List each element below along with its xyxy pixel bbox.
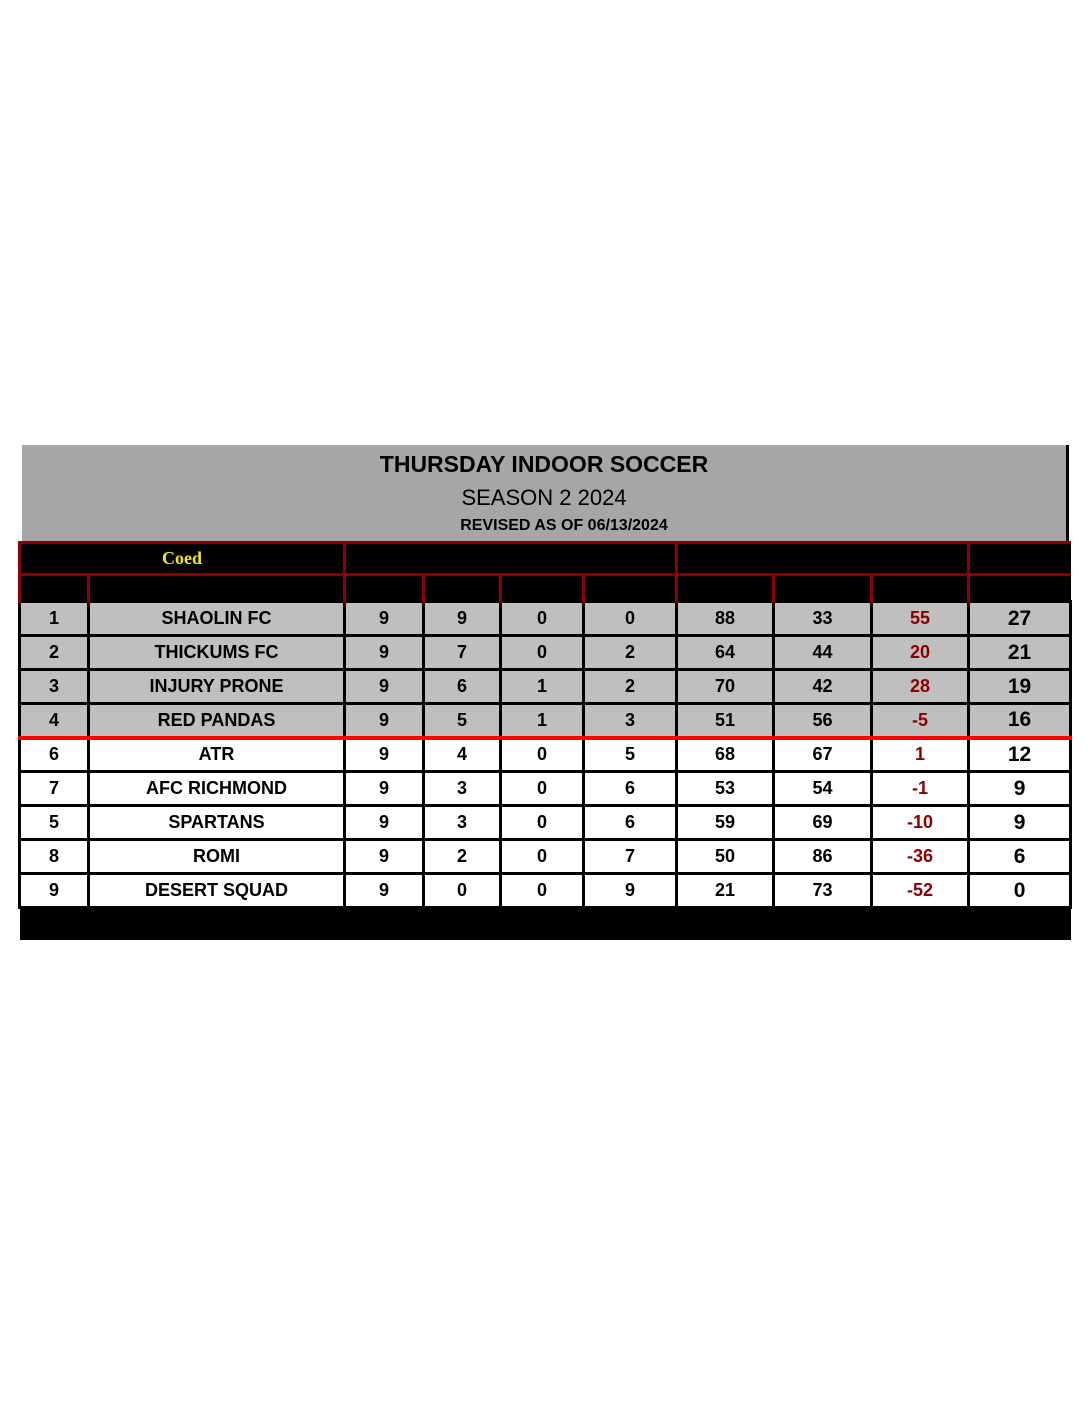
ties-cell: 0	[501, 602, 584, 636]
column-header: GAMES	[345, 575, 424, 602]
games-cell: 9	[345, 840, 424, 874]
points-cell: 21	[969, 636, 1071, 670]
standings-table	[18, 541, 1072, 940]
wins-cell: 5	[424, 704, 501, 738]
wins-cell: 9	[424, 602, 501, 636]
losses-cell: 0	[584, 602, 677, 636]
goals-against-cell: 33	[774, 602, 872, 636]
division-label: Coed	[20, 543, 345, 575]
goals-against-cell: 54	[774, 772, 872, 806]
goals-against-cell: 56	[774, 704, 872, 738]
ties-cell: 0	[501, 636, 584, 670]
goal-diff-cell: -1	[872, 772, 969, 806]
goal-diff-cell: 1	[872, 738, 969, 772]
total-group: TOTAL	[969, 543, 1071, 575]
group-header-row	[20, 543, 1071, 575]
points-cell: 16	[969, 704, 1071, 738]
goals-for-cell: 70	[677, 670, 774, 704]
season-label: SEASON 2 2024	[461, 485, 627, 510]
ties-cell: 0	[501, 840, 584, 874]
team-name-cell: ATR	[89, 738, 345, 772]
title-block	[22, 445, 1069, 541]
goals-for-cell: 51	[677, 704, 774, 738]
wins-cell: 2	[424, 840, 501, 874]
games-cell: 9	[345, 602, 424, 636]
column-header: DIFF.	[872, 575, 969, 602]
goals-against-cell: 73	[774, 874, 872, 908]
wins-cell: 0	[424, 874, 501, 908]
losses-cell: 2	[584, 670, 677, 704]
column-header: POS.	[20, 575, 89, 602]
team-name-cell: RED PANDAS	[89, 704, 345, 738]
pos-cell: 6	[20, 738, 89, 772]
table-row	[20, 602, 1071, 636]
table-row	[20, 636, 1071, 670]
goals-for-cell: 68	[677, 738, 774, 772]
goals-for-cell: 88	[677, 602, 774, 636]
goals-against-cell: 44	[774, 636, 872, 670]
column-header-row	[20, 575, 1071, 602]
pos-cell: 8	[20, 840, 89, 874]
pos-cell: 3	[20, 670, 89, 704]
ties-cell: 0	[501, 806, 584, 840]
pos-cell: 9	[20, 874, 89, 908]
standings-sheet	[18, 445, 1069, 940]
team-name-cell: SHAOLIN FC	[89, 602, 345, 636]
table-row	[20, 670, 1071, 704]
points-cell: 9	[969, 806, 1071, 840]
playoff-note: ***HIGHLIGHTED TEAMS REFLECT PLAYOFF SPOTS***	[20, 908, 1071, 940]
column-header: POINTS	[969, 575, 1071, 602]
goal-diff-cell: -10	[872, 806, 969, 840]
table-row	[20, 738, 1071, 772]
column-header: AGAINST	[774, 575, 872, 602]
pos-cell: 1	[20, 602, 89, 636]
team-name-cell: THICKUMS FC	[89, 636, 345, 670]
goals-against-cell: 67	[774, 738, 872, 772]
ties-cell: 1	[501, 670, 584, 704]
wins-cell: 3	[424, 806, 501, 840]
ties-cell: 0	[501, 874, 584, 908]
goal-diff-cell: -36	[872, 840, 969, 874]
goals-for-cell: 53	[677, 772, 774, 806]
wins-cell: 4	[424, 738, 501, 772]
team-name-cell: INJURY PRONE	[89, 670, 345, 704]
games-cell: 9	[345, 636, 424, 670]
losses-cell: 2	[584, 636, 677, 670]
losses-cell: 3	[584, 704, 677, 738]
games-cell: 9	[345, 874, 424, 908]
games-cell: 9	[345, 738, 424, 772]
losses-cell: 7	[584, 840, 677, 874]
team-name-cell: AFC RICHMOND	[89, 772, 345, 806]
pos-cell: 5	[20, 806, 89, 840]
losses-cell: 6	[584, 806, 677, 840]
pos-cell: 7	[20, 772, 89, 806]
goals-against-cell: 86	[774, 840, 872, 874]
goals-for-cell: 50	[677, 840, 774, 874]
losses-cell: 9	[584, 874, 677, 908]
games-cell: 9	[345, 772, 424, 806]
games-cell: 9	[345, 670, 424, 704]
league-title: THURSDAY INDOOR SOCCER	[379, 451, 709, 477]
losses-cell: 5	[584, 738, 677, 772]
table-row	[20, 840, 1071, 874]
team-name-cell: ROMI	[89, 840, 345, 874]
team-name-cell: DESERT SQUAD	[89, 874, 345, 908]
table-row	[20, 704, 1071, 738]
table-row	[20, 772, 1071, 806]
goals-for-cell: 64	[677, 636, 774, 670]
points-cell: 27	[969, 602, 1071, 636]
wins-cell: 7	[424, 636, 501, 670]
wins-cell: 3	[424, 772, 501, 806]
column-header: LOSSES	[584, 575, 677, 602]
column-header: FOR	[677, 575, 774, 602]
goal-diff-cell: -52	[872, 874, 969, 908]
column-header: TIES	[501, 575, 584, 602]
table-row	[20, 806, 1071, 840]
goals-group: GOALS	[677, 543, 969, 575]
revised-date: REVISED AS OF 06/13/2024	[460, 517, 668, 534]
wins-cell: 6	[424, 670, 501, 704]
goals-for-cell: 21	[677, 874, 774, 908]
season-record-group: SEASON RECORD	[345, 543, 677, 575]
goal-diff-cell: 28	[872, 670, 969, 704]
losses-cell: 6	[584, 772, 677, 806]
goals-against-cell: 42	[774, 670, 872, 704]
goal-diff-cell: -5	[872, 704, 969, 738]
points-cell: 12	[969, 738, 1071, 772]
goal-diff-cell: 55	[872, 602, 969, 636]
games-cell: 9	[345, 806, 424, 840]
column-header: TEAM NAME	[89, 575, 345, 602]
ties-cell: 0	[501, 738, 584, 772]
pos-cell: 2	[20, 636, 89, 670]
goals-for-cell: 59	[677, 806, 774, 840]
goal-diff-cell: 20	[872, 636, 969, 670]
pos-cell: 4	[20, 704, 89, 738]
points-cell: 19	[969, 670, 1071, 704]
points-cell: 9	[969, 772, 1071, 806]
footer-row	[20, 908, 1071, 940]
ties-cell: 1	[501, 704, 584, 738]
team-name-cell: SPARTANS	[89, 806, 345, 840]
ties-cell: 0	[501, 772, 584, 806]
games-cell: 9	[345, 704, 424, 738]
points-cell: 6	[969, 840, 1071, 874]
points-cell: 0	[969, 874, 1071, 908]
column-header: WINS	[424, 575, 501, 602]
goals-against-cell: 69	[774, 806, 872, 840]
table-row	[20, 874, 1071, 908]
